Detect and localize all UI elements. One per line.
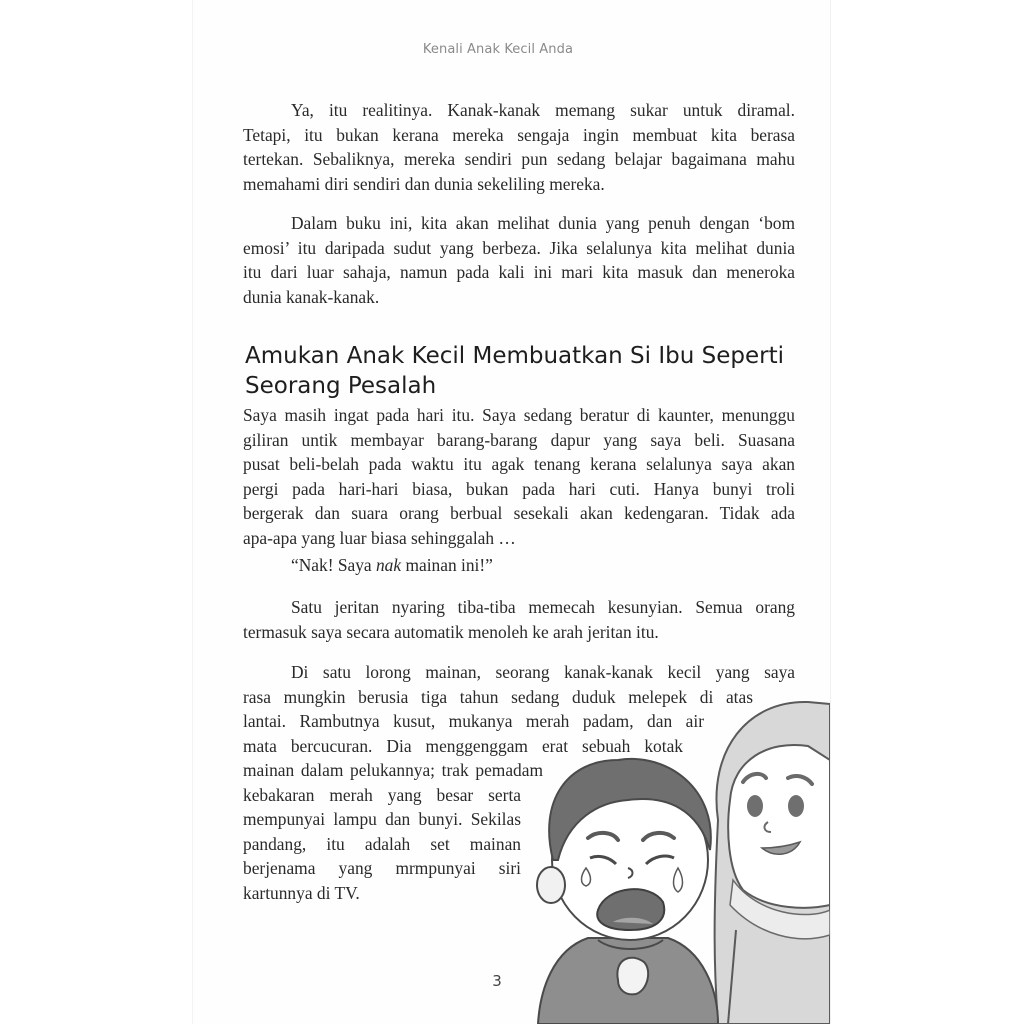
text-line: Tetapi, itu bukan kerana mereka sengaja ingin membuat kita berasa	[243, 124, 795, 145]
text-line: lantai. Rambutnya kusut, mukanya merah padam, dan air	[243, 711, 704, 731]
crying-boy-and-girl-illustration	[518, 690, 830, 1024]
section-heading	[245, 341, 805, 401]
text-line: Satu jeritan nyaring tiba-tiba memecah kesunyian. Semua orang	[291, 597, 795, 617]
text-line: emosi’ itu daripada sudut yang berbeza. Jika selalunya kita melihat dunia	[243, 237, 795, 258]
quote-open: “Nak! Saya	[291, 555, 376, 575]
text-line: Saya masih ingat pada hari itu. Saya sedang beratur di kaunter, menunggu	[243, 405, 795, 425]
text-line: bergerak dan suara orang berbual sesekali akan kedengaran. Tidak ada	[243, 503, 795, 523]
text-line: pergi pada hari-hari biasa, bukan pada hari cuti. Hanya bunyi troli	[243, 478, 795, 499]
text-line: Ya, itu realitinya. Kanak-kanak memang sukar untuk diramal.	[291, 100, 795, 120]
text-line: memahami diri sendiri dan dunia sekeliling mereka.	[243, 173, 605, 194]
paragraph-intro-2	[243, 211, 795, 309]
text-line: dunia kanak-kanak.	[243, 286, 380, 307]
book-page	[193, 0, 830, 1024]
crying-boy-icon	[537, 759, 718, 1024]
text-line: Dalam buku ini, kita akan melihat dunia yang penuh dengan ‘bom	[291, 213, 795, 233]
section-heading-line-1: Amukan Anak Kecil Membuatkan Si Ibu Seperti	[245, 343, 784, 369]
text-line: tertekan. Sebaliknya, mereka sendiri pun sedang belajar bagaimana mahu	[243, 149, 795, 169]
paragraph-intro-1	[243, 98, 795, 196]
quote-close: mainan ini!”	[401, 555, 493, 575]
text-line: termasuk saya secara automatik menoleh ke arah jeritan itu.	[243, 621, 659, 642]
text-line: pandang, itu adalah set mainan	[243, 833, 521, 854]
text-line: kebakaran merah yang besar serta	[243, 784, 521, 805]
text-line: pusat beli-belah pada waktu itu agak tenang kerana selalunya saya akan	[243, 454, 795, 474]
quote-italic: nak	[375, 555, 402, 575]
text-line: apa-apa yang luar biasa sehinggalah …	[243, 527, 516, 548]
running-head: Kenali Anak Kecil Anda	[422, 42, 574, 57]
text-line: berjenama yang mrmpunyai siri	[243, 858, 521, 878]
section-heading-line-2: Seorang Pesalah	[245, 373, 437, 399]
text-line: mempunyai lampu dan bunyi. Sekilas	[243, 809, 521, 829]
paragraph-story-2	[243, 595, 795, 644]
text-line: kartunnya di TV.	[243, 882, 360, 903]
text-line: giliran untik membayar barang-barang dapur yang saya beli. Suasana	[243, 429, 795, 450]
text-line: mata bercucuran. Dia menggenggam erat sebuah kotak	[243, 735, 683, 756]
page-number: 3	[492, 972, 502, 990]
text-line: rasa mungkin berusia tiga tahun sedang duduk melepek di atas	[243, 686, 753, 707]
text-line: mainan dalam pelukannya; trak pemadam	[243, 760, 543, 780]
girl-in-hijab-icon	[715, 702, 830, 1024]
paragraph-story-1	[243, 403, 795, 550]
text-line: itu dari luar sahaja, namun pada kali ini mari kita masuk dan meneroka	[243, 262, 795, 282]
dialogue-quote	[243, 553, 795, 578]
text-line: Di satu lorong mainan, seorang kanak-kanak kecil yang saya	[291, 662, 795, 682]
